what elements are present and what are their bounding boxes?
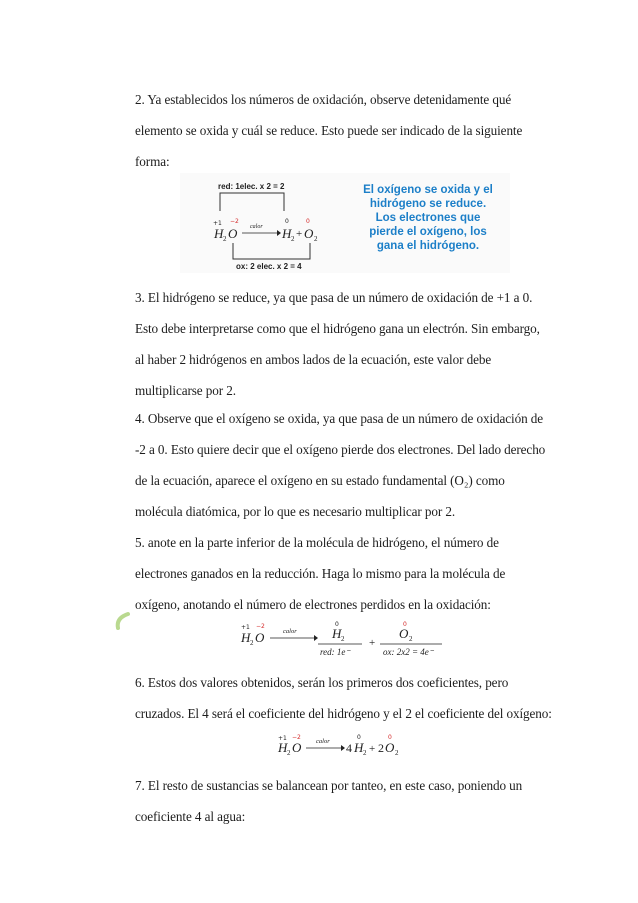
product-h: H [332, 626, 342, 641]
balanced-equation-figure [275, 730, 415, 760]
water-h: H [241, 630, 251, 645]
ox-state-h-right: 0 [335, 621, 339, 628]
equation-electrons-figure [228, 620, 458, 660]
ox-state-h-left: +1 [241, 624, 250, 631]
paragraph-step-6 [135, 667, 555, 729]
text-line: al haber 2 hidrógenos en ambos lados de la ecuación, este valor debe [135, 352, 492, 367]
paragraph-step-2 [135, 84, 555, 177]
reaction-arrowhead [314, 635, 318, 641]
text-line: forma: [135, 154, 170, 169]
water-o: O [255, 630, 265, 645]
product-h: H [282, 226, 292, 241]
product-o-subscript: 2 [409, 635, 413, 643]
product-o: O [304, 226, 314, 241]
product-h: H [354, 740, 364, 755]
product-o-subscript: 2 [395, 749, 399, 757]
caption-line: hidrógeno se reduce. [369, 198, 487, 210]
ox-state-h-left: +1 [278, 735, 287, 742]
oxidation-label: ox: 2 elec. x 2 = 4 [236, 262, 302, 271]
product-h-subscript: 2 [363, 749, 367, 757]
water-o: O [228, 226, 238, 241]
coefficient-h: 4 [346, 741, 352, 755]
text-line: multiplicarse por 2. [135, 383, 236, 398]
water-h-subscript: 2 [223, 235, 227, 243]
caption-line: gana el hidrógeno. [376, 240, 480, 252]
text-line: 7. El resto de sustancias se balancean por tanteo, en este caso, poniendo un [135, 778, 523, 793]
text-line: -2 a 0. Esto quiere decir que el oxígeno pierde dos electrones. Del lado derecho [135, 442, 546, 457]
ox-state-o-left: −2 [256, 623, 265, 630]
paragraph-step-4 [135, 403, 555, 527]
text-line: coeficiente 4 al agua: [135, 809, 246, 824]
reduction-label: red: 1elec. x 2 = 2 [218, 182, 285, 191]
text-line: de la ecuación, aparece el oxígeno en su estado fundamental (O₂) como [135, 473, 505, 488]
text-line: elemento se oxida y cuál se reduce. Esto puede ser indicado de la siguiente [135, 123, 523, 138]
text-line: 2. Ya establecidos los números de oxidación, observe detenidamente qué [135, 92, 512, 107]
ox-state-h-right: 0 [285, 218, 289, 225]
text-line: 4. Observe que el oxígeno se oxida, ya que pasa de un número de oxidación de [135, 411, 544, 426]
ox-state-o-left: −2 [230, 218, 239, 225]
water-h: H [214, 226, 224, 241]
redox-diagram-figure [180, 173, 510, 273]
arrow-label: calor [316, 738, 330, 745]
reaction-arrowhead [341, 745, 345, 751]
text-line: 3. El hidrógeno se reduce, ya que pasa de un número de oxidación de +1 a 0. [135, 290, 533, 305]
electrons-under-h: red: 1e⁻ [320, 647, 351, 657]
caption-line: Los electrones que [375, 212, 481, 224]
text-line: electrones ganados en la reducción. Haga lo mismo para la molécula de [135, 566, 506, 581]
product-o-subscript: 2 [314, 235, 318, 243]
paragraph-step-5 [135, 527, 555, 620]
text-line: molécula diatómica, por lo que es necesario multiplicar por 2. [135, 504, 456, 519]
water-h-subscript: 2 [287, 749, 291, 757]
paragraph-step-3 [135, 282, 555, 406]
water-h-subscript: 2 [250, 639, 254, 647]
paragraph-step-7 [135, 770, 555, 832]
text-line: oxígeno, anotando el número de electrones perdidos en la oxidación: [135, 597, 491, 612]
caption-line: El oxígeno se oxida y el [363, 184, 493, 196]
plus-sign: + [369, 743, 376, 755]
text-line: cruzados. El 4 será el coeficiente del hidrógeno y el 2 el coeficiente del oxígeno: [135, 706, 552, 721]
coefficient-o: 2 [378, 741, 384, 755]
ox-state-h-left: +1 [213, 220, 222, 227]
product-h-subscript: 2 [291, 235, 295, 243]
arrow-label: calor [283, 628, 297, 635]
text-line: 6. Estos dos valores obtenidos, serán los primeros dos coeficientes, pero [135, 675, 509, 690]
product-o: O [385, 740, 395, 755]
ox-state-o-left: −2 [292, 734, 301, 741]
ox-state-o-right: 0 [306, 218, 310, 225]
water-h: H [278, 740, 288, 755]
product-h-subscript: 2 [341, 635, 345, 643]
ox-state-h-right: 0 [357, 734, 361, 741]
plus-sign: + [369, 637, 376, 649]
decorative-arc [112, 610, 130, 632]
ox-state-o-right: 0 [388, 734, 392, 741]
text-line: Esto debe interpretarse como que el hidrógeno gana un electrón. Sin embargo, [135, 321, 540, 336]
caption-line: pierde el oxígeno, los [369, 226, 487, 238]
text-line: 5. anote en la parte inferior de la molécula de hidrógeno, el número de [135, 535, 499, 550]
product-o: O [399, 626, 409, 641]
plus-sign: + [296, 228, 303, 240]
electrons-under-o: ox: 2x2 = 4e⁻ [383, 647, 434, 657]
arrow-label: calor [250, 224, 263, 230]
water-o: O [292, 740, 302, 755]
ox-state-o-right: 0 [403, 621, 407, 628]
